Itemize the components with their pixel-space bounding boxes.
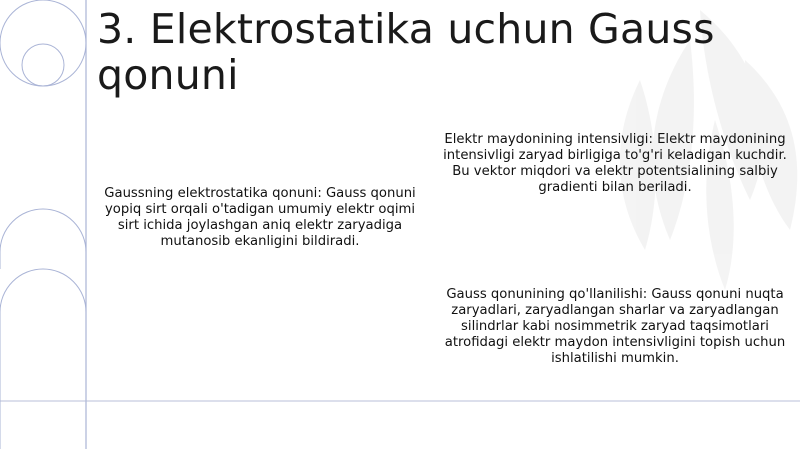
arch-upper bbox=[0, 209, 86, 269]
slide-title: 3. Elektrostatika uchun Gauss qonuni bbox=[97, 5, 715, 99]
top-small-circle bbox=[22, 44, 64, 86]
top-large-circle bbox=[0, 0, 86, 86]
gauss-law-paragraph: Gaussning elektrostatika qonuni: Gauss qonuni yopiq sirt orqali o'tadigan umumiy elektr oqimi sirt ichida joylashgan aniq elektr zaryadiga mutanosib ekanligini bildiradi. bbox=[104, 186, 416, 249]
arch-lower bbox=[0, 269, 86, 449]
field-intensity-paragraph: Elektr maydonining intensivligi: Elektr maydonining intensivligi zaryad birligiga to'g'ri keladigan kuchdir. Bu vektor miqdori va elektr potentsialining salbiy gradienti bilan beriladi. bbox=[443, 132, 787, 195]
gauss-application-paragraph: Gauss qonunining qo'llanilishi: Gauss qonuni nuqta zaryadlari, zaryadlangan sharlar va zaryadlangan silindrlar kabi nosimmetrik zaryad taqsimotlari atrofidagi elektr maydon intensivligini topish uchun ishlatilishi mumkin. bbox=[444, 287, 786, 366]
